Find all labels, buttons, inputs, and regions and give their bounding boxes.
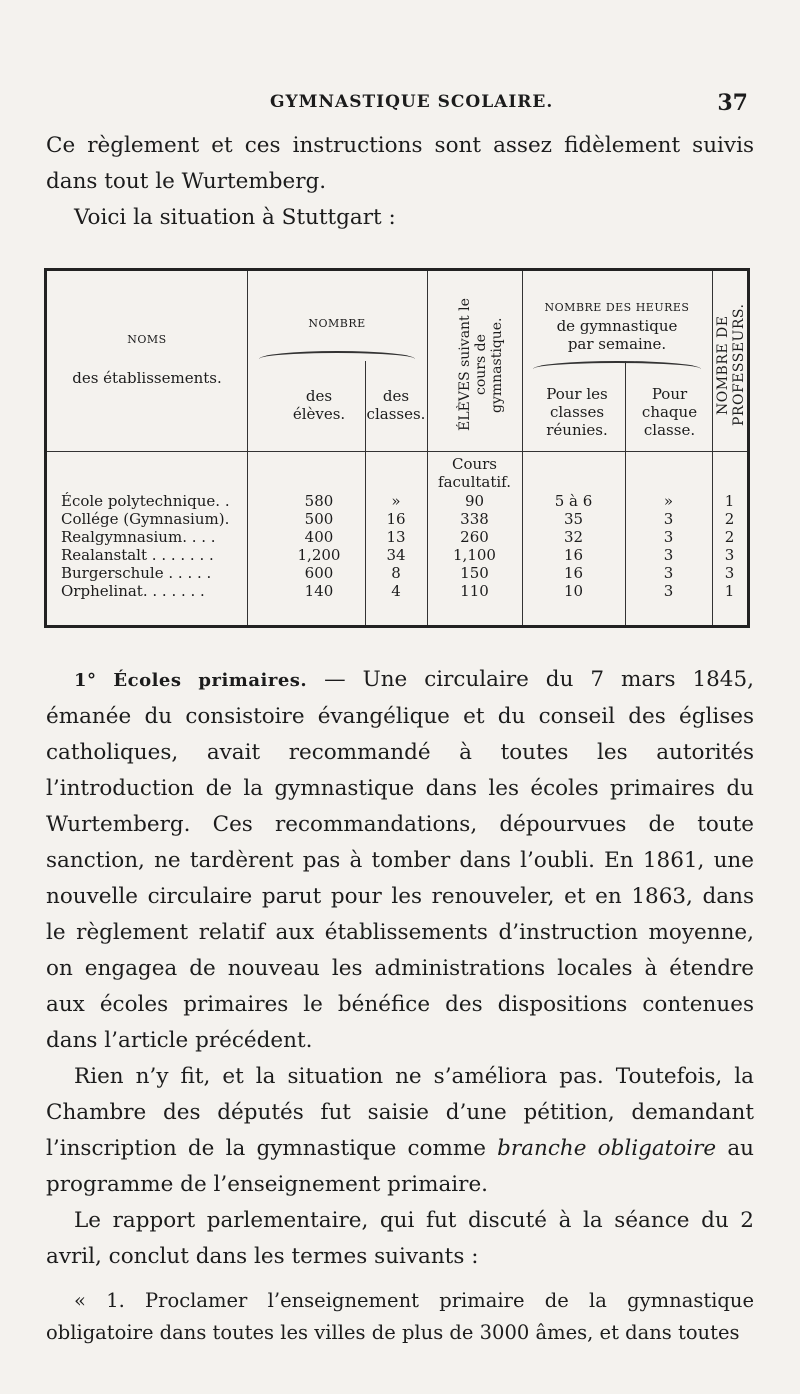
col-header-noms: NOMS [127,333,167,346]
col-header-heures-c: par semaine. [567,335,667,353]
running-title: GYMNASTIQUE SCOLAIRE. [270,92,554,112]
cell-classes: 4 [391,582,401,600]
cell-name: Realgymnasium. . . . [61,528,216,546]
page-header [0,90,800,120]
table-row [47,529,747,545]
cell-chaque: 3 [663,546,674,564]
cell-eleves: 1,200 [297,546,341,564]
col-header-cours: ÉLÈVES suivant le cours de gymnastique. [457,298,505,432]
paragraph-2 [46,1059,754,1203]
col-header-nombre: NOMBRE [308,317,366,330]
page-number: 37 [717,90,748,116]
cell-cours: 90 [464,492,485,510]
cell-prof: 3 [724,546,735,564]
intro-line-1: Ce règlement et ces instructions sont assez fidèlement suivis dans tout le Wurtemberg. [46,133,754,194]
table-row [47,583,747,599]
cell-chaque: 3 [663,528,674,546]
cell-eleves: 500 [304,510,334,528]
cell-name: Orphelinat. . . . . . . [61,582,205,600]
paragraph-1-text: — Une circulaire du 7 mars 1845, émanée du consistoire évangélique et du conseil des églises catholiques, avait recommandé à toutes les autorités l’introduction de la gymnastique dans les écoles primaires du Wurtemberg. Ces recommandations, dépourvues de toute sanction, ne tardèrent pas à tomber dans l’oubli. En 1861, une nouvelle circulaire parut pour les renouveler, et en 1863, dans le règlement relatif aux établissements d’instruction moyenne, on engagea de nouveau les administrations locales à étendre aux écoles primaires le bénéfice des dispositions contenues dans l’article précédent. [46,667,754,1053]
paragraph-2-text-a: Rien n’y fit, et la situation ne s’améliora pas. Toutefois, la Chambre des députés fut saisie d’une pétition, demandant l’inscription de la gymnastique comme [46,1064,754,1161]
cell-cours: 260 [460,528,489,546]
cell-classes: 16 [386,510,406,528]
paragraph-3: Le rapport parlementaire, qui fut discuté à la séance du 2 avril, conclut dans les termes suivants : [46,1208,754,1269]
paragraph-2-italic: branche obligatoire [497,1136,717,1161]
cell-cours: 110 [460,582,489,600]
cell-chaque: 3 [663,510,674,528]
cell-prof: 2 [724,528,735,546]
paragraph-1 [46,662,754,1059]
cell-eleves: 580 [304,492,334,510]
cell-classes: 8 [391,564,401,582]
cell-classes: 34 [386,546,406,564]
cell-reunies: 32 [563,528,584,546]
table-row [47,511,747,527]
col-header-professeurs: NOMBRE DE PROFESSEURS. [715,303,747,427]
cell-eleves: 140 [304,582,334,600]
cell-chaque: 3 [663,582,674,600]
cell-chaque: » [663,492,674,510]
cell-prof: 2 [724,510,735,528]
col-header-eleves: des élèves. [292,387,346,423]
section-heading: 1° Écoles primaires. [74,670,308,691]
col-header-heures-b: de gymnastique [556,317,678,335]
table-row [47,565,747,581]
paragraph-2-text-b: au programme de l’enseignement primaire. [46,1136,754,1197]
cell-prof: 3 [724,564,735,582]
cell-reunies: 16 [563,564,584,582]
cell-reunies: 16 [563,546,584,564]
cell-name: Burgerschule . . . . . [61,564,212,582]
cell-name: École polytechnique. . [61,492,230,510]
cours-facultatif-label: Cours facultatif. [438,455,511,491]
cell-prof: 1 [724,492,735,510]
brace-heures [533,361,701,377]
col-header-noms-sub: des établissements. [72,369,222,387]
cell-reunies: 35 [563,510,584,528]
cell-classes: » [391,492,401,510]
col-header-heures-a: NOMBRE DES HEURES [544,301,690,314]
cell-name: Realanstalt . . . . . . . [61,546,214,564]
cell-chaque: 3 [663,564,674,582]
col-header-pour-chaque: Pour chaque classe. [641,385,698,439]
col-header-pour-classes: Pour les classes réunies. [546,385,608,439]
table-row [47,547,747,563]
brace-nombre [259,351,415,367]
cell-cours: 1,100 [453,546,496,564]
cell-name: Collége (Gymnasium). [61,510,230,528]
table-row [47,493,747,509]
section-ecoles-primaires [46,662,754,1349]
cell-classes: 13 [386,528,406,546]
intro-paragraph [46,128,754,236]
cell-cours: 338 [460,510,489,528]
col-header-classes: des classes. [366,387,426,423]
cell-eleves: 400 [304,528,334,546]
cell-prof: 1 [724,582,735,600]
cell-reunies: 5 à 6 [554,492,593,510]
cell-cours: 150 [460,564,489,582]
paragraph-4: « 1. Proclamer l’enseignement primaire de la gymnastique obligatoire dans toutes les villes de plus de 3000 âmes, et dans toutes [46,1289,754,1344]
intro-line-2: Voici la situation à Stuttgart : [74,205,396,230]
cell-reunies: 10 [563,582,584,600]
stuttgart-table [44,268,750,628]
cell-eleves: 600 [304,564,334,582]
